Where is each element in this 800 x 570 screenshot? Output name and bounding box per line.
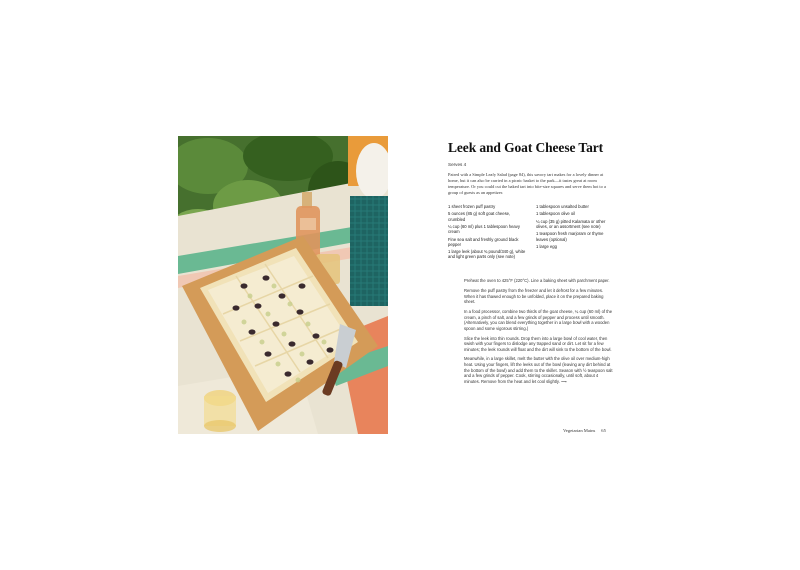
recipe-title: Leek and Goat Cheese Tart [448, 140, 604, 155]
page-footer [563, 428, 606, 433]
ingredient-item: 1 tablespoon olive oil [536, 211, 576, 217]
ingredient-item: ¼ cup (35 g) pitted Kalamata or other olives, or an assortment (see note) [536, 218, 606, 229]
recipe-text [448, 140, 618, 270]
recipe-step: In a food processor, combine two thirds of the goat cheese, ¼ cup (60 ml) of the cream, a pinch of salt, and a few grinds of pepper and process until smooth. (Alternatively, you can blend everything together in a large bowl with a wooden spoon and some vigorous stirring.) [464, 308, 613, 331]
recipe-step: Meanwhile, in a large skillet, melt the butter with the olive oil over medium-high heat. Using your fingers, lift the leeks out of the bowl (leaving any dirt behind at the bottom of the bowl) and add them to the skillet. Season with ½ teaspoon salt and a few grinds of pepper. Cook, stirring occasionally, until soft, about 4 minutes. Remove from the heat and let cool slightly. ⟶ [464, 356, 613, 384]
ingredient-item: 1 teaspoon fresh marjoram or thyme leaves (optional) [536, 231, 604, 242]
recipe-step: Remove the puff pastry from the freezer and let it defrost for a few minutes. When it has thawed enough to be unfolded, place it on the prepared baking sheet. [464, 287, 604, 305]
tart-photo [178, 136, 388, 434]
page-number: 65 [601, 428, 606, 433]
footer-section-name: Vegetarian Mains [563, 428, 596, 433]
recipe-steps [464, 274, 614, 388]
recipe-serves: Serves 4 [448, 162, 467, 167]
ingredient-item: 1 large leek (about ¾ pound/340 g), white and light green parts only (see note) [448, 249, 526, 260]
tart-photo-illustration [178, 136, 388, 434]
ingredients-list [448, 204, 616, 262]
ingredient-item: 1 tablespoon unsalted butter [536, 204, 589, 209]
recipe-step: Slice the leek into thin rounds. Drop them into a large bowl of cool water, then swish with your fingers to dislodge any trapped sand or dirt. Let sit for a few minutes; the leek rounds will float and the dirt will sink to the bottom of the bowl. [464, 335, 612, 352]
ingredient-item: ¼ cup (60 ml) plus 1 tablespoon heavy cream [448, 223, 520, 235]
ingredient-item: 1 large egg [536, 243, 557, 249]
recipe-intro: Paired with a Simple Leafy Salad (page 84), this savory tart makes for a lovely dinner at home, but it can also be carried in a picnic basket to the park—it tastes great at room temperature. Or you could cut the baked tart into bite-size squares and serve them hot to a group of guests as an appetizer. [448, 172, 606, 195]
ingredient-item: Fine sea salt and freshly ground black pepper [448, 236, 519, 247]
ingredient-item: 1 sheet frozen puff pastry [448, 204, 496, 209]
recipe-step: Preheat the oven to 425°F (220°C). Line a baking sheet with parchment paper. [464, 278, 610, 284]
ingredients-column-right [536, 204, 616, 262]
ingredient-item: 5 ounces (85 g) soft goat cheese, crumbled [448, 211, 511, 222]
ingredients-column-left [448, 204, 528, 262]
